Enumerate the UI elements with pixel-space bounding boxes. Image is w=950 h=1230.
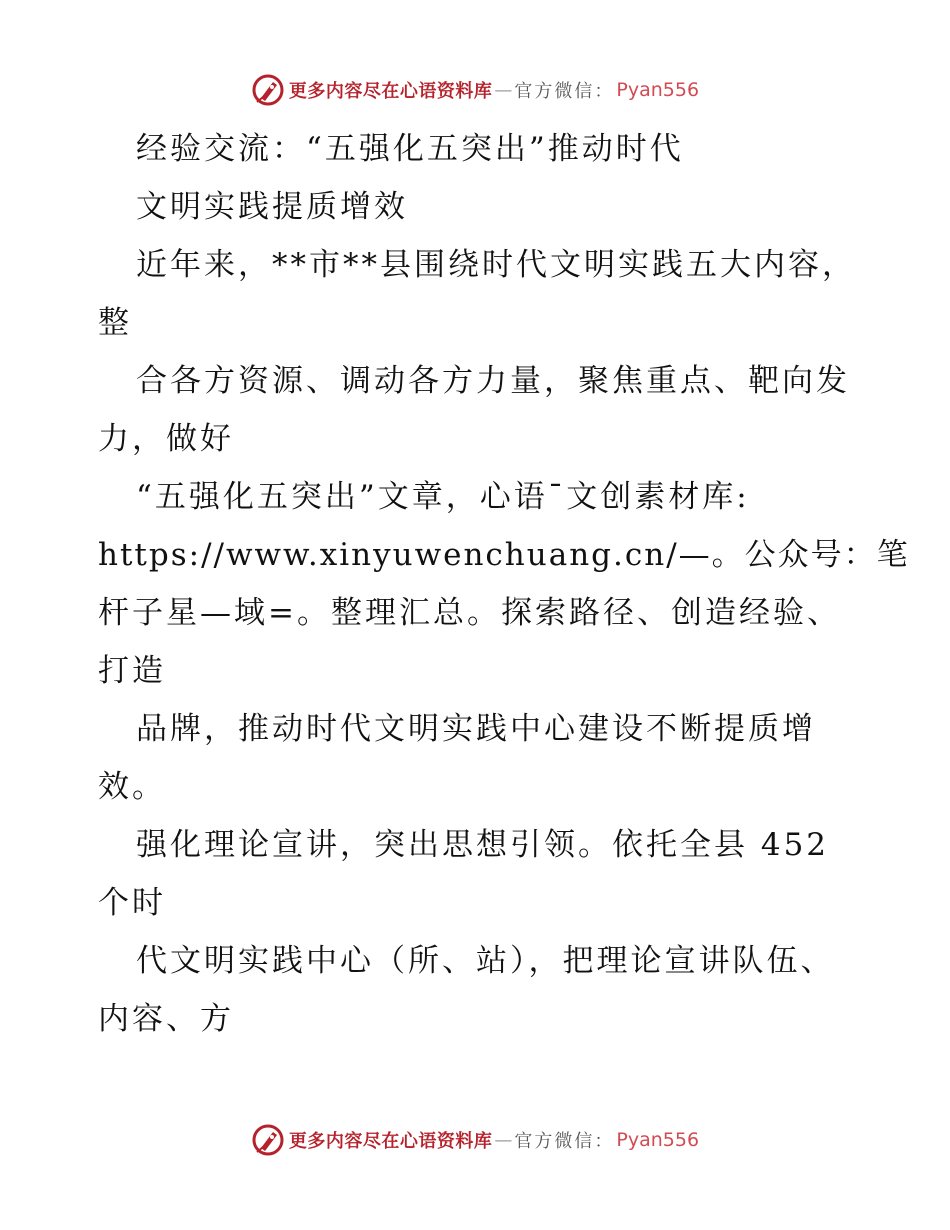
paragraph-line: 杆子星—域=。整理汇总。探索路径、创造经验、 (98, 595, 841, 631)
paragraph-line-url: https://www.xinyuwenchuang.cn/—。公众号：笔 (98, 537, 910, 573)
paragraph-line: 近年来，**市**县围绕时代文明实践五大内容， (136, 247, 856, 283)
paragraph-line: 合各方资源、调动各方力量，聚焦重点、靶向发 (136, 363, 850, 399)
paragraph-line: 力，做好 (98, 421, 234, 457)
banner-title: 更多内容尽在心语资料库 (288, 81, 493, 102)
paragraph-line: 打造 (98, 653, 166, 689)
banner-title: 更多内容尽在心语资料库 (288, 1131, 493, 1152)
title-line-2: 文明实践提质增效 (136, 189, 408, 225)
header-banner (0, 70, 950, 110)
pen-nib-logo-icon (251, 73, 285, 107)
banner-wechat-id: Pyan556 (616, 79, 700, 101)
banner-wechat-id: Pyan556 (616, 1129, 700, 1151)
banner-wechat-label: 官方微信： (514, 1131, 615, 1152)
paragraph-line: 内容、方 (98, 1001, 234, 1037)
footer-banner (0, 1120, 950, 1160)
paragraph-line: 整 (98, 305, 132, 341)
banner-separator: — (494, 1129, 513, 1151)
banner-wechat-label: 官方微信： (514, 81, 615, 102)
banner-separator: — (494, 79, 513, 101)
document-body (98, 120, 910, 1048)
paragraph-line: 效。 (98, 769, 166, 805)
paragraph-line: 品牌，推动时代文明实践中心建设不断提质增 (136, 711, 816, 747)
title-line-1: 经验交流：“五强化五突出”推动时代 (136, 131, 684, 167)
pen-nib-logo-icon (251, 1123, 285, 1157)
paragraph-line: 个时 (98, 885, 166, 921)
paragraph-line: 强化理论宣讲，突出思想引领。依托全县 452 (136, 827, 830, 863)
paragraph-line: 代文明实践中心（所、站），把理论宣讲队伍、 (136, 943, 835, 979)
paragraph-line: “五强化五突出”文章，心语¯文创素材库: (136, 479, 750, 515)
